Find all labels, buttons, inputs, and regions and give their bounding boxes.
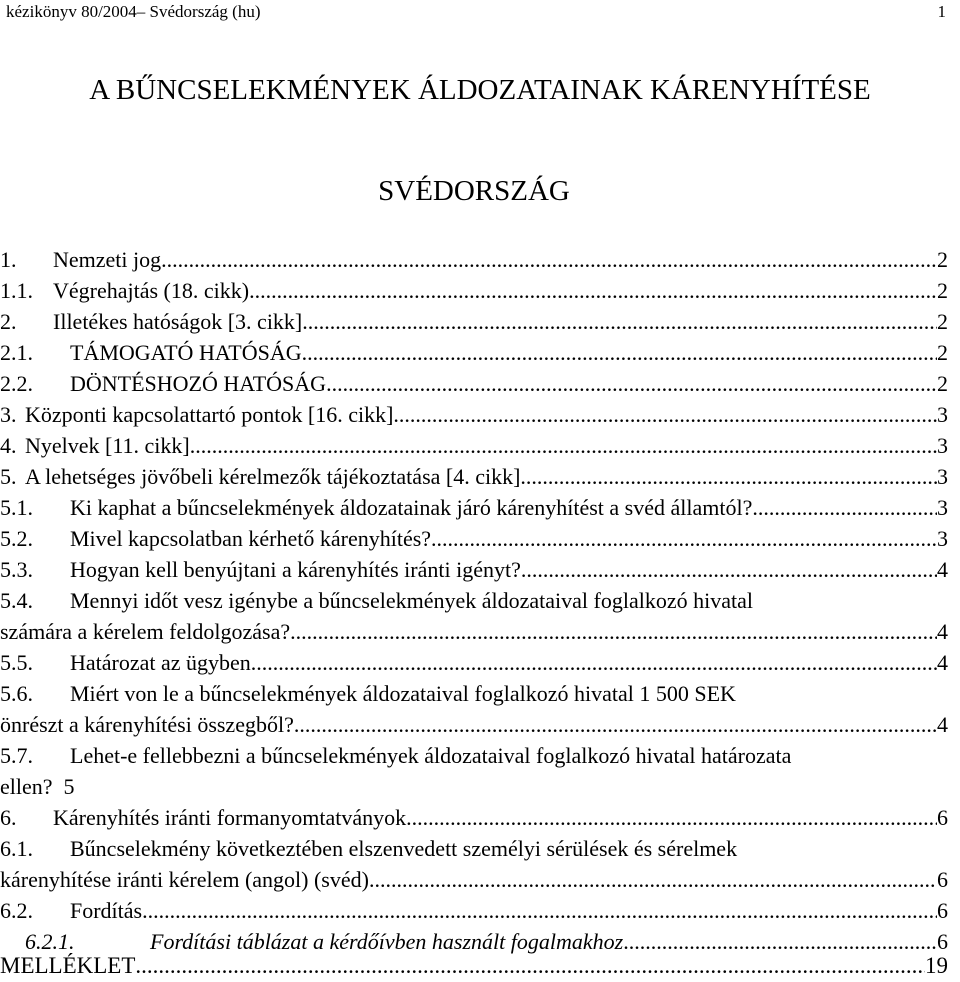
- toc-text: kárenyhítése iránti kérelem (angol) (svéd): [0, 867, 369, 892]
- toc-page: 6: [937, 867, 948, 892]
- toc-entry[interactable]: [0, 337, 948, 369]
- toc-page: 2: [937, 309, 948, 334]
- toc-entry[interactable]: [0, 368, 948, 400]
- toc-page: 3: [937, 464, 948, 489]
- toc-text: Lehet-e fellebbezni a bűncselekmények áldozataival foglalkozó hivatal határozata: [70, 743, 792, 768]
- document-title: A BŰNCSELEKMÉNYEK ÁLDOZATAINAK KÁRENYHÍTÉSE: [89, 74, 871, 106]
- toc-text: Illetékes hatóságok [3. cikk]: [53, 309, 303, 334]
- toc-text: TÁMOGATÓ HATÓSÁG: [70, 340, 302, 365]
- toc-text: Mivel kapcsolatban kérhető kárenyhítés?: [70, 526, 432, 551]
- toc-number: 1.1.: [0, 278, 33, 303]
- toc-text: önrészt a kárenyhítési összegből?: [0, 712, 294, 737]
- toc-text: A lehetséges jövőbeli kérelmezők tájékoztatása [4. cikk]: [25, 464, 521, 489]
- toc-number: 4.: [0, 433, 17, 458]
- toc-text: DÖNTÉSHOZÓ HATÓSÁG: [70, 371, 327, 396]
- toc-page: 3: [937, 402, 948, 427]
- toc-leader-dots: [302, 306, 937, 338]
- toc-text: Fordítás: [70, 898, 143, 923]
- toc-page: 3: [937, 495, 948, 520]
- country-heading: SVÉDORSZÁG: [378, 175, 570, 207]
- toc-entry-continuation[interactable]: [0, 616, 948, 648]
- toc-text: Hogyan kell benyújtani a kárenyhítés iránti igényt?: [70, 557, 521, 582]
- toc-number: 5.7.: [0, 743, 33, 768]
- toc-leader-dots: [251, 647, 937, 679]
- toc-number: 2.2.: [0, 371, 33, 396]
- toc-leader-dots: [249, 275, 937, 307]
- toc-entry[interactable]: [0, 678, 948, 710]
- toc-entry[interactable]: [0, 802, 948, 834]
- toc-number: 5.2.: [0, 526, 33, 551]
- toc-number: 1.: [0, 247, 17, 272]
- toc-leader-dots: [302, 337, 937, 369]
- toc-page: 5: [63, 774, 75, 799]
- toc-text: Határozat az ügyben: [70, 650, 251, 675]
- toc-entry[interactable]: [0, 430, 948, 462]
- toc-page: 6: [937, 929, 948, 954]
- toc-number: 5.6.: [0, 681, 33, 706]
- toc-text: Végrehajtás (18. cikk): [53, 278, 250, 303]
- toc-page: 6: [937, 805, 948, 830]
- toc-page: 2: [937, 371, 948, 396]
- toc-entry[interactable]: [0, 740, 948, 772]
- toc-page: 19: [925, 953, 948, 978]
- page-number: 1: [937, 2, 946, 21]
- toc-entry[interactable]: [0, 833, 948, 865]
- toc-leader-dots: [406, 802, 937, 834]
- toc-number: 5.3.: [0, 557, 33, 582]
- toc-page: 4: [937, 619, 948, 644]
- toc-number: 5.4.: [0, 588, 33, 613]
- toc-leader-dots: [290, 616, 937, 648]
- toc-number: 5.: [0, 464, 17, 489]
- toc-number: 2.1.: [0, 340, 33, 365]
- toc-entry-continuation[interactable]: [0, 771, 948, 803]
- toc-text: ellen?: [0, 774, 53, 799]
- toc-leader-dots: [521, 554, 937, 586]
- toc-entry[interactable]: [0, 399, 948, 431]
- toc-leader-dots: [294, 709, 937, 741]
- toc-number: 3.: [0, 402, 17, 427]
- toc-leader-dots: [161, 244, 937, 276]
- toc-page: 2: [937, 278, 948, 303]
- toc-page: 4: [937, 557, 948, 582]
- toc-text: Miért von le a bűncselekmények áldozataival foglalkozó hivatal 1 500 SEK: [70, 681, 736, 706]
- toc-leader-dots: [369, 864, 937, 896]
- toc-entry[interactable]: [0, 461, 948, 493]
- toc-number: 5.1.: [0, 495, 33, 520]
- toc-number: 6.1.: [0, 836, 33, 861]
- toc-entry-continuation[interactable]: [0, 709, 948, 741]
- toc-text: Nyelvek [11. cikk]: [25, 433, 190, 458]
- toc-text: Mennyi időt vesz igénybe a bűncselekmények áldozataival foglalkozó hivatal: [70, 588, 753, 613]
- toc-number: 2.: [0, 309, 17, 334]
- toc-number: 6.2.: [0, 898, 33, 923]
- toc-entry-continuation[interactable]: [0, 864, 948, 896]
- toc-page: 6: [937, 898, 948, 923]
- toc-text: Fordítási táblázat a kérdőívben használt fogalmakhoz: [150, 929, 624, 954]
- toc-page: 4: [937, 650, 948, 675]
- toc-leader-dots: [190, 430, 937, 462]
- toc-leader-dots: [431, 523, 937, 555]
- toc-entry[interactable]: [0, 244, 948, 276]
- toc-text: Nemzeti jog: [53, 247, 162, 272]
- toc-text: Kárenyhítés iránti formanyomtatványok: [53, 805, 407, 830]
- toc-entry[interactable]: [0, 523, 948, 555]
- toc-entry[interactable]: [0, 895, 948, 927]
- document-header-title: kézikönyv 80/2004– Svédország (hu): [6, 2, 261, 21]
- toc-text: MELLÉKLET: [0, 953, 136, 978]
- toc-annex-entry[interactable]: [0, 948, 948, 980]
- toc-page: 2: [937, 340, 948, 365]
- toc-page: 3: [937, 433, 948, 458]
- toc-leader-dots: [326, 368, 937, 400]
- toc-page: 2: [937, 247, 948, 272]
- toc-entry[interactable]: [0, 647, 948, 679]
- toc-text: Bűncselekmény következtében elszenvedett személyi sérülések és sérelmek: [70, 836, 738, 861]
- toc-leader-dots: [142, 895, 937, 927]
- toc-number: 6.2.1.: [25, 929, 75, 954]
- toc-text: Központi kapcsolattartó pontok [16. cikk]: [25, 402, 394, 427]
- toc-text: számára a kérelem feldolgozása?: [0, 619, 291, 644]
- toc-page: 3: [937, 526, 948, 551]
- toc-entry[interactable]: [0, 306, 948, 338]
- toc-entry[interactable]: [0, 585, 948, 617]
- toc-leader-dots: [752, 492, 937, 524]
- toc-text: Ki kaphat a bűncselekmények áldozatainak járó kárenyhítést a svéd államtól?: [70, 495, 753, 520]
- toc-entry[interactable]: [0, 275, 948, 307]
- toc-leader-dots: [520, 461, 937, 493]
- toc-entry[interactable]: [0, 554, 948, 586]
- toc-leader-dots: [135, 950, 925, 982]
- toc-number: 5.5.: [0, 650, 33, 675]
- toc-number: 6.: [0, 805, 17, 830]
- toc-leader-dots: [393, 399, 937, 431]
- toc-page: 4: [937, 712, 948, 737]
- toc-entry[interactable]: [0, 492, 948, 524]
